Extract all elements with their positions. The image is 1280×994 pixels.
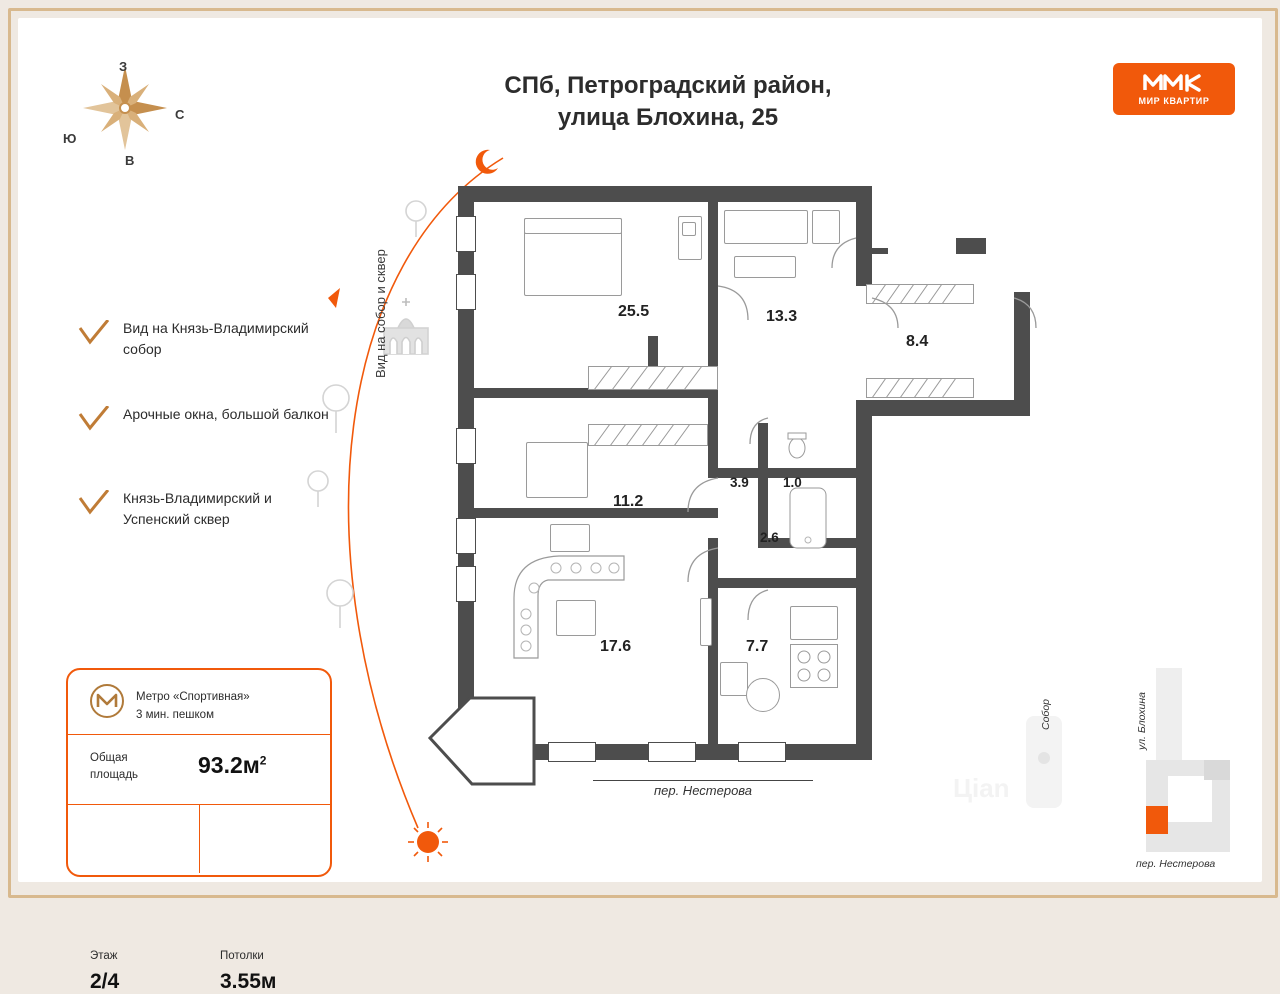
- mini-map: [1018, 658, 1248, 873]
- compass-label-west: З: [119, 59, 128, 74]
- compass-label-south: Ю: [63, 131, 77, 146]
- floor-label: Этаж: [90, 950, 118, 962]
- compass-label-east: В: [125, 153, 135, 168]
- room-area-label: 2.6: [760, 530, 779, 545]
- mini-map-nesterova-label: пер. Нестерова: [1136, 858, 1216, 870]
- ceiling-label: Потолки: [220, 950, 264, 962]
- doors-layer: [348, 138, 1068, 838]
- check-icon: [78, 490, 110, 516]
- compass-label-north: С: [175, 107, 185, 122]
- area-label-2: площадь: [90, 769, 139, 782]
- feature-label: Вид на Князь-Владимирский собор: [123, 320, 309, 357]
- mini-map-graphic: [1018, 658, 1248, 873]
- feature-label: Князь-Владимирский и Успенский сквер: [123, 490, 272, 527]
- floor-value: 2/4: [90, 970, 120, 993]
- street-underline: [593, 780, 813, 781]
- page-title: [438, 70, 898, 135]
- floor-plan: [348, 138, 1068, 838]
- compass-rose: [63, 53, 203, 168]
- room-area-label: 13.3: [766, 308, 798, 325]
- poster-card: [18, 18, 1262, 993]
- feature-label: Арочные окна, большой балкон: [123, 406, 329, 422]
- room-area-label: 8.4: [906, 333, 929, 350]
- view-direction-label: Вид на собор и сквер: [373, 249, 388, 378]
- area-unit: 2: [259, 753, 267, 768]
- logo-text: МИР КВАРТИР: [1138, 96, 1210, 106]
- room-area-label: 11.2: [613, 493, 644, 510]
- metro-walk-time: 3 мин. пешком: [136, 709, 214, 722]
- logo-mark-icon: [1143, 72, 1205, 92]
- area-number: 93.2м: [198, 752, 260, 778]
- room-area-label: 7.7: [746, 638, 769, 655]
- title-line-2: улица Блохина, 25: [557, 104, 779, 132]
- area-value: [198, 752, 266, 779]
- room-area-label: 25.5: [618, 303, 650, 320]
- check-icon: [78, 320, 110, 346]
- watermark: Цian: [953, 773, 1010, 803]
- street-label-nesterova: пер. Нестерова: [653, 783, 753, 798]
- room-area-label: 1.0: [783, 475, 802, 490]
- title-line-1: СПб, Петроградский район,: [504, 72, 832, 99]
- mini-map-blohina-label: ул. Блохина: [1136, 692, 1148, 750]
- mini-map-cathedral-label: Собор: [1040, 698, 1052, 730]
- room-area-label: 17.6: [600, 638, 632, 655]
- brand-logo[interactable]: [1113, 63, 1235, 115]
- room-area-label: 3.9: [730, 475, 749, 490]
- check-icon: [78, 406, 110, 432]
- area-label: [90, 750, 138, 785]
- area-label-1: Общая: [90, 752, 128, 764]
- ceiling-value: 3.55м: [220, 970, 277, 993]
- metro-text: [136, 688, 250, 725]
- metro-station: Метро «Спортивная»: [136, 691, 250, 703]
- metro-icon: [90, 684, 124, 718]
